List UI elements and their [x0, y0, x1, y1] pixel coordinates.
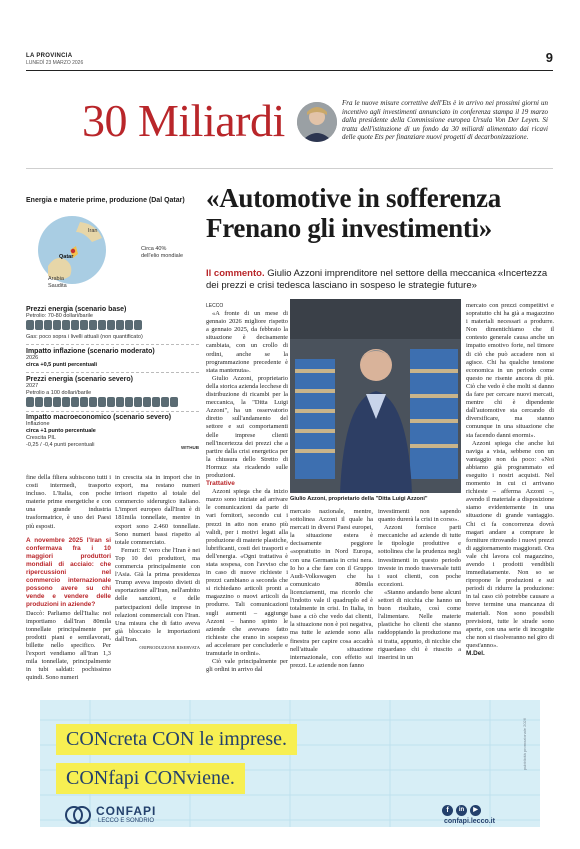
ad-logo-text: CONFAPI	[96, 804, 157, 818]
divider	[26, 411, 199, 412]
helium-share: Circa 40% dell'elio mondiale	[141, 246, 184, 259]
ad-slogan-line-2: CONfapi CONviene.	[56, 763, 245, 794]
article-column-3	[378, 508, 461, 662]
map-label-iran: Iran	[88, 228, 98, 234]
youtube-icon[interactable]: ▶	[470, 805, 481, 816]
qatar-map	[26, 210, 199, 290]
severe-year: 2027	[26, 383, 39, 389]
top-summary: Fra le nuove misure correttive dell'Ets è in arrivo nei prossimi giorni un incentivo agli investimenti annunciato in conferenza stampa il 19 marzo dalla presidente della Commissione europea Ursula Von Der Leyen. Si tratta dell'istituzione di un fondo da 30 miliardi alimentato dai ricavi delle quote Ets per finanziare nuovi progetti di decarbonizzazione.	[342, 99, 548, 142]
interview-text: fine della filiera subiscono tutti i costi intermedi, trasporto incluso. L'Italia, con poche materie prime energetiche e con una grande industria trasformatrice, è uno dei Paesi più esposti.	[26, 474, 111, 530]
barrel-icon	[143, 397, 151, 407]
article-photo	[290, 299, 461, 493]
interview-question: A novembre 2025 l'Iran si confermava fra i 10 maggiori produttori mondiali di acciaio: che ripercussioni nel commercio internazionale possono avere su chi vende e vendere delle produzioni in aziende?	[26, 536, 111, 609]
article-column-1	[206, 302, 288, 674]
interview-text: in crescita sia in import che in export, ma restano numeri irrisori rispetto al totale del commercio siderurgico italiano. L'import europeo dall'Iran è di 181mila tonnellate, mentre in export sono 2.460 tonnellate. Sono numeri bassi rispetto al totale commerciato.	[115, 474, 200, 546]
base-scenario-head: Prezzi energia (scenario base)	[26, 306, 127, 313]
barrel-icon	[35, 320, 43, 330]
barrel-icon	[98, 397, 106, 407]
article-paragraph: Azzoni fornisce parti meccaniche ad aziende di tutte le tipologie produttive e sottolinea che la prudenza negli investimenti in questo periodo investe in modo trasversale tutti i suoi clienti, con poche eccezioni.	[378, 524, 461, 588]
header-rule	[26, 70, 553, 71]
article-paragraph: mercato con prezzi competitivi e sopratutto chi ha già a magazzino i materiali necessari a produrre. Non dimentichiamo che il contesto generale causa anche un impatto emotivo forte, nel timore di ciò che può accadere non si agisce. Chi ha qualche tensione economica in un periodo come questo ne risente ancora di più. Ciò che vedo è che molti si danno da fare per cercare nuovi mercati, mentre chi è dipendente dall'automotive sta cercando di diversificare, ma stanno comunque in una situazione che sta facendo danni enormi».	[466, 302, 554, 439]
barrel-icon	[53, 397, 61, 407]
barrel-icon	[71, 320, 79, 330]
ad-website-link[interactable]: confapi.lecco.it	[444, 818, 495, 825]
article-subhead: Trattative	[206, 480, 235, 488]
ad-side-note: pubblicità promozionale 2026	[522, 718, 527, 771]
inflation-moderate-year: 2026	[26, 355, 39, 361]
article-paragraph: investimenti non sapendo quanto durerà la crisi in corso».	[378, 508, 461, 524]
article-paragraph: mercato nazionale, mentre, sottolinea Azzoni il quale ha mercati in diversi Paesi europei, la situazione estera è decisamente peggiore «soprattutto in Nord Europa, con una Germania in crisi nera. Io ho a che fare con il Gruppo Audi-Volkswagen che ha comunicato 80mila licenziamenti, ma ricordo che l'indotto vale il quadruplo ed è totalmente in crisi. In Italia, in base a ciò che vedo dai clienti, la situazione non è poi negativa, ma tutte le aziende sono alla finestra per capire cosa accadrà nell'attuale situazione internazionale, con effetto sui prezzi. Le aziende non fanno	[290, 508, 373, 669]
article-column-2	[290, 508, 373, 670]
barrel-icon	[26, 320, 34, 330]
barrel-icon	[125, 320, 133, 330]
macro-inflation-value: circa +1 punto percentuale	[26, 428, 96, 434]
infographic-title: Energia e materie prime, produzione (Dal Qatar)	[26, 197, 185, 204]
barrel-icon	[71, 397, 79, 407]
kicker-text: Giulio Azzoni imprenditore nel settore della meccanica «Incertezza dei prezzi e crisi tedesca lasciano in sospeso le strategie future»	[206, 268, 548, 291]
social-icons	[442, 805, 481, 816]
issue-date: LUNEDÌ 23 MARZO 2026	[26, 60, 84, 66]
barrel-icon	[116, 320, 124, 330]
base-petrol: Petrolio: 70-80 dollari/barile	[26, 313, 93, 319]
confapi-logo-icon	[64, 805, 92, 825]
article-dateline: LECCO	[206, 303, 224, 309]
barrel-icon	[107, 397, 115, 407]
photo-caption: Giulio Azzoni, proprietario della "Ditta Luigi Azzoni"	[290, 496, 428, 502]
barrel-icon	[26, 397, 34, 407]
infographic	[26, 185, 199, 467]
map-label-saudi: Arabia Saudita	[48, 276, 67, 289]
macro-inflation-label: Inflazione	[26, 421, 50, 427]
macro-pil-label: Crescita PIL	[26, 435, 56, 441]
barrel-icon	[152, 397, 160, 407]
warehouse-photo-icon	[290, 299, 461, 493]
portrait-photo	[297, 102, 337, 142]
barrel-icon	[89, 397, 97, 407]
barrel-icon	[89, 320, 97, 330]
barrel-icon	[170, 397, 178, 407]
barrel-row-severe	[26, 397, 199, 408]
copyright: ©RIPRODUZIONE RISERVATA	[138, 644, 200, 650]
summary-rule	[26, 168, 553, 169]
big-number-headline: 30 Miliardi	[82, 95, 285, 146]
article-paragraph: Azzoni spiega che anche lui naviga a vista, sebbene con un vantaggio non da poco: «Noi abbiamo già programmato ed eseguito i nostri acquisti. Nel momento in cui ci arrivano richieste – afferma Azzoni –, avendo il materiale a disposizione siamo evidentemente in una situazione di grande vantaggio. Chi ci fa concorrenza dovrà magari andare a comprare le forniture ritrovando i nuovi prezzi di aggiornamento maggiorati. Ora vale chi lavora col magazzino, avendo i prodotti vendibili immediatamente. Non so se ripropone le produzioni e sui periodi di ridurre la produzione: in tal caso ciò potrebbe causare a breve termine una mancanza di materiali. Non sono possibili previsioni, tutte le strade sono aperte, con una serie di incognite che non si risolveranno nel giro di quest'anno».	[466, 439, 554, 649]
base-gas: Gas: poco sopra i livelli attuali (non quantificato)	[26, 334, 143, 340]
barrel-icon	[44, 397, 52, 407]
byline: M.Del.	[466, 650, 485, 658]
linkedin-icon[interactable]: in	[456, 805, 467, 816]
barrel-icon	[44, 320, 52, 330]
inflation-moderate-head: Impatto inflazione (scenario moderato)	[26, 348, 155, 355]
barrel-row-base	[26, 320, 199, 331]
article-paragraph: Giulio Azzoni, proprietario della storica azienda lecchese di distribuzione di ricambi per la meccanica, la "Ditta Luigi Azzoni", ha un osservatorio diretto sull'andamento del settore e sui comportamenti delle imprese clienti nell'incertezza dei prezzi che a partire dalla crisi energetica per la chiusura dello Stretto di Hormuz sta ricadendo sulle produzioni.	[206, 374, 288, 479]
infographic-credit: WITHUB	[181, 445, 199, 450]
barrel-icon	[53, 320, 61, 330]
divider	[26, 372, 199, 373]
barrel-icon	[62, 320, 70, 330]
ad-slogan-line-1: CONcreta CON le imprese.	[56, 724, 297, 755]
article-paragraph: «Stanno andando bene alcuni settori di nicchia che hanno un buon risultato, così come l'alimentare. Nelle materie plastiche ho clienti che stanno raddoppiando la produzione ma si tratta, appunto, di nicchie che riguardano chi è riuscito a inserirsi in un	[378, 588, 461, 661]
barrel-icon	[62, 397, 70, 407]
article-paragraph: Ciò vale principalmente per gli ordini in arrivo dal	[206, 658, 288, 674]
confapi-mark-icon	[64, 805, 92, 825]
macro-pil-value: -0,25 / -0,4 punti percentuali	[26, 442, 95, 448]
article-paragraph: Azzoni spiega che da inizio marzo sono iniziate ad arrivare le comunicazioni da parte di vari fornitori, secondo cui i prezzi in atto non erano più validi, per i motivi legati alla produzione di materie plastiche, lubrificanti, costi dei trasporti e dell'energia. «Ogni trattativa è stata sospesa, con l'avviso che in caso di nuove richieste i prezzi cambiano a seconda che si richiedano articoli pronti a magazzino o nuovi articoli da produrre. Tali comunicazioni sugli aumenti – aggiunge Azzoni – hanno spinto le aziende che avevano fatto richieste che erano in sospeso ad accelerare per concluderle e tramutarle in ordini».	[206, 488, 288, 658]
interview-text: Ferrari: E' vero che l'Iran è nei Top 10 dei produttori, ma commercia principalmente con l'Asia. Già la prima presidenza Trump aveva imposto divieti di esportazione all'Iran, nell'ambito delle sanzioni, e delle partecipazioni delle imprese in relazioni commerciali con l'Iran. Una misura che di fatto aveva già bloccato le importazioni dall'Iran.	[115, 546, 200, 643]
barrel-icon	[134, 320, 142, 330]
map-label-qatar: Qatar	[59, 254, 74, 260]
article-column-4	[466, 302, 554, 658]
masthead: LA PROVINCIA	[26, 53, 73, 59]
severe-scenario-head: Prezzi energia (scenario severo)	[26, 376, 133, 383]
facebook-icon[interactable]: f	[442, 805, 453, 816]
barrel-icon	[161, 397, 169, 407]
divider	[26, 344, 199, 345]
barrel-icon	[116, 397, 124, 407]
kicker-label: Il commento.	[206, 268, 265, 279]
interview-column-2	[115, 474, 200, 652]
macro-head: Impatto macroeconomico (scenario severo)	[26, 414, 172, 421]
severe-petrol: Petrolio a 100 dollari/barile	[26, 390, 92, 396]
page-number: 9	[545, 50, 553, 65]
article-headline	[206, 183, 558, 243]
portrait-figure-icon	[297, 102, 337, 142]
barrel-icon	[80, 397, 88, 407]
inflation-moderate-value: circa +0,5 punti percentuali	[26, 362, 98, 368]
barrel-icon	[98, 320, 106, 330]
headline-line: «Automotive in sofferenza	[206, 183, 501, 213]
region-map-icon	[26, 210, 146, 290]
interview-column-1	[26, 474, 111, 682]
article-kicker	[206, 268, 558, 292]
article-paragraph: «A fronte di un mese di gennaio 2026 migliore rispetto a gennaio 2025, da febbraio la situazione è decisamente cambiata, con un crollo di ordini, anche se la programmazione precedente è stata mantenuta».	[206, 310, 288, 374]
barrel-icon	[35, 397, 43, 407]
barrel-icon	[134, 397, 142, 407]
interview-text: Daccò: Parliamo dell'Italia: noi importiamo dall'Iran 80mila tonnellate principalmente per prodotti piani e semilavorati, billette nello specifico. Per l'export vendiamo all'Iran 1,3 mila tonnellate, principalmente in tubi saldati: pochissimo quindi. Sono numeri	[26, 609, 111, 682]
headline-line: Frenano gli investimenti»	[206, 213, 492, 243]
barrel-icon	[80, 320, 88, 330]
barrel-icon	[107, 320, 115, 330]
barrel-icon	[125, 397, 133, 407]
ad-logo-sub: LECCO E SONDRIO	[98, 818, 155, 824]
